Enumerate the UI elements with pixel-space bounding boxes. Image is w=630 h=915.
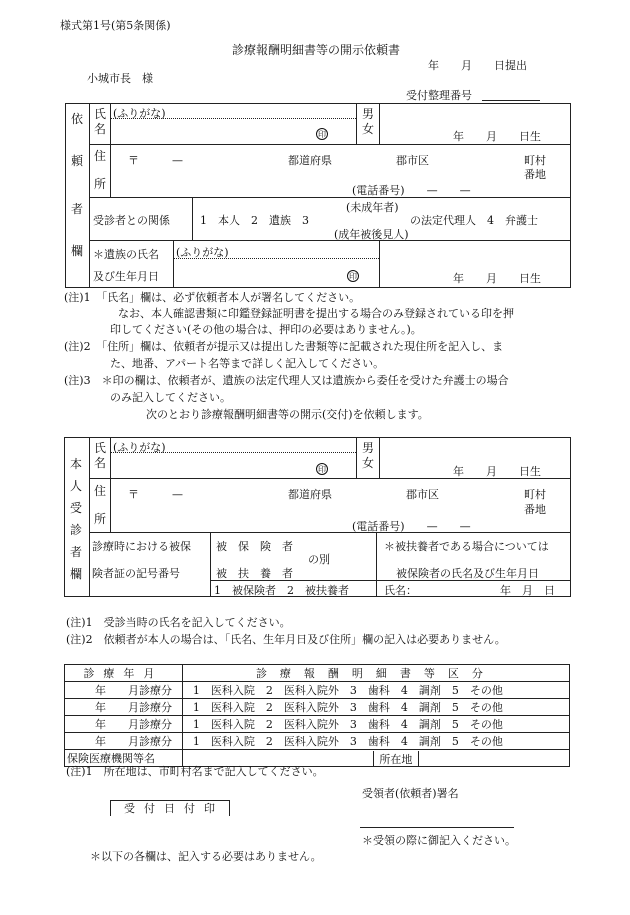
detail-table [64,664,570,767]
note-1-detail: なお、本人確認書類に印鑑登録証明書を提出する場合のみ登録されている印を押 [118,307,514,320]
insured-type-options[interactable]: 1 被保険者 2 被扶養者 [214,584,349,597]
recipient-sign-label: 受領者(依頼者)署名 [362,787,459,800]
gender-selector[interactable]: 男 女 [361,441,374,470]
table-row [65,716,570,733]
note-1: (注)1 「氏名」欄は、必ず依頼者本人が署名してください。 [64,291,361,304]
phone-field[interactable]: (電話番号) — — [352,184,471,197]
prefecture-label: 都道府県 [288,154,332,167]
prefecture-label: 都道府県 [288,488,332,501]
requester-birthdate[interactable]: 年 月 日生 [453,130,541,143]
location-label: 所在地 [374,751,419,766]
banchi-label: 番地 [524,168,546,181]
seal-mark: 印 [349,272,357,281]
furigana-label: (ふりがな) [113,107,166,120]
note-3: (注)3 ＊印の欄は、依頼者が、遺族の法定代理人又は遺族から委任を受けた弁護士の場合 [64,374,509,387]
deceased-furigana-label: (ふりがな) [176,246,229,259]
deceased-birthdate[interactable]: 年 月 日生 [453,272,541,285]
relation-label: 受診者との関係 [93,214,170,227]
submission-date[interactable]: 年 月 日提出 [428,59,527,72]
category-options[interactable]: 1 医科入院 2 医科入院外 3 歯科 4 調剤 5 その他 [182,716,569,733]
guardian-label: (成年被後見人) [334,228,409,241]
deceased-birth-label: 及び生年月日 [93,270,159,283]
deceased-name-field[interactable] [176,259,374,286]
table-row [65,699,570,716]
request-statement: 次のとおり診療報酬明細書等の開示(交付)を依頼します。 [146,408,429,421]
dependent-note-2: 被保険者の氏名及び生年月日 [396,567,539,580]
recipient-note: ＊受領の際に御記入ください。 [362,834,516,847]
postal-code-field[interactable]: 〒 — [128,154,183,167]
address-label: 住 所 [93,484,106,526]
bottom-note: ＊以下の各欄は、記入する必要はありません。 [90,850,322,863]
location-note: (注)1 所在地は、市町村名まで記入してください。 [66,765,324,778]
address-label: 住 所 [93,149,106,191]
category-options[interactable]: 1 医科入院 2 医科入院外 3 歯科 4 調剤 5 その他 [182,699,569,716]
recipient-sign-field[interactable] [360,800,514,826]
banchi-label: 番地 [524,503,546,516]
patient-note-1: (注)1 受診当時の氏名を記入してください。 [66,616,291,629]
city-label: 郡市区 [396,154,429,167]
gender-selector[interactable]: 男 女 [361,107,374,136]
city-label: 郡市区 [406,488,439,501]
month-cell[interactable]: 年 月診療分 [65,682,183,699]
town-label: 町村 [524,154,546,167]
name-label: 氏 名 [93,441,106,470]
seal-mark: 印 [318,465,326,474]
note-1-detail-2: 印してください(その他の場合は、押印の必要はありません。)。 [110,323,422,336]
month-cell[interactable]: 年 月診療分 [65,699,183,716]
furigana-label: (ふりがな) [113,441,166,454]
note-2: (注)2 「住所」欄は、依頼者が提示又は提出した書類等に記載された現住所を記入し、ま [64,340,504,353]
dependent-label: 被 扶 養 者 [216,567,293,580]
seal-mark: 印 [318,130,326,139]
form-number: 様式第1号(第5条関係) [60,19,171,32]
legal-rep-options[interactable]: の法定代理人 4 弁護士 [410,214,538,227]
minor-label: (未成年者) [346,201,399,214]
relation-options[interactable]: 1 本人 2 遺族 3 [200,214,309,227]
table-row [65,682,570,699]
town-label: 町村 [524,488,546,501]
patient-side-label: 本 人 受 診 者 欄 [69,457,82,581]
insurance-card-label-2: 険者証の記号番号 [92,567,180,580]
institution-label: 保険医療機関等名 [65,750,183,767]
deceased-name-label: ＊遺族の氏名 [93,248,159,261]
form-title: 診療報酬明細書等の開示依頼書 [232,43,401,57]
requester-side-label: 依 頼 者 欄 [70,112,83,258]
insured-birthdate-field[interactable]: 年 月 日 [500,584,555,597]
patient-birthdate[interactable]: 年 月 日生 [453,465,541,478]
location-field[interactable] [419,751,569,766]
col-month-header: 診療年月 [65,665,183,682]
name-label: 氏 名 [93,107,106,136]
category-options[interactable]: 1 医科入院 2 医科入院外 3 歯科 4 調剤 5 その他 [182,682,569,699]
note-2-detail: た、地番、アパート名等まで詳しく記入してください。 [110,357,385,370]
receipt-number-label: 受付整理番号 [406,89,472,102]
col-category-header: 診療報酬明細書等区分 [182,665,569,682]
insurance-card-label: 診療時における被保 [92,540,191,553]
distinction-label: の別 [308,553,330,566]
addressee: 小城市長 様 [87,72,153,85]
reception-stamp-label: 受付日付印 [124,802,224,815]
category-options[interactable]: 1 医科入院 2 医科入院外 3 歯科 4 調剤 5 その他 [182,733,569,750]
note-3-detail: のみ記入してください。 [110,391,231,404]
reception-stamp-box [110,800,230,816]
month-cell[interactable]: 年 月診療分 [65,716,183,733]
insured-name-field[interactable]: 氏名： [384,584,417,597]
postal-code-field[interactable]: 〒 — [128,488,183,501]
insured-label: 被 保 険 者 [216,540,293,553]
phone-field[interactable]: (電話番号) — — [352,520,471,533]
receipt-number-field[interactable] [482,100,540,101]
table-row [65,733,570,750]
month-cell[interactable]: 年 月診療分 [65,733,183,750]
patient-note-2: (注)2 依頼者が本人の場合は、「氏名、生年月日及び住所」欄の記入は必要ありません。 [66,633,506,646]
dependent-note: ＊被扶養者である場合については [384,540,549,553]
